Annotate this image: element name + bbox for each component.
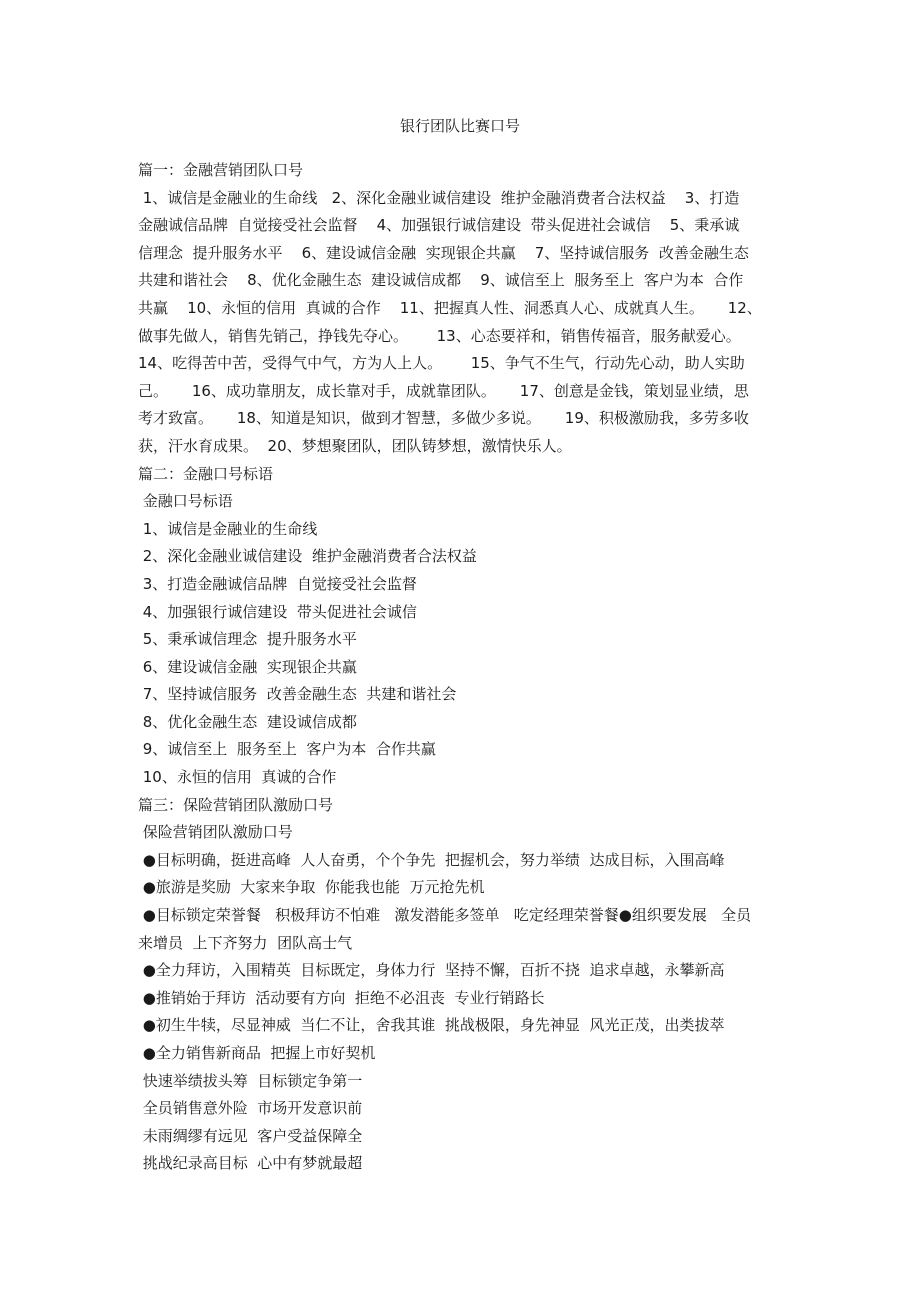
text-line: ●目标明确，挺进高峰 人人奋勇，个个争先 把握机会，努力举绩 达成目标，入围高峰: [138, 850, 725, 869]
text-line: 做事先做人，销售先销己，挣钱先夺心。 13、心态要祥和，销售传福音，服务献爱心。: [138, 326, 741, 345]
text-line: ●全力拜访，入围精英 目标既定，身体力行 坚持不懈，百折不挠 追求卓越，永攀新高: [138, 961, 725, 980]
text-line: 快速举绩拔头筹 目标锁定争第一: [138, 1071, 363, 1090]
text-line: 保险营销团队激励口号: [138, 823, 293, 842]
text-line: ●推销始于拜访 活动要有方向 拒绝不必沮丧 专业行销路长: [138, 988, 545, 1007]
text-line: 考才致富。 18、知道是知识，做到才智慧，多做少多说。 19、积极激励我，多劳多收: [138, 409, 749, 428]
text-line: 共建和谐社会 8、优化金融生态 建设诚信成都 9、诚信至上 服务至上 客户为本 合作: [138, 271, 744, 290]
text-line: 信理念 提升服务水平 6、建设诚信金融 实现银企共赢 7、坚持诚信服务 改善金融生态: [138, 243, 749, 262]
text-line: 获，汗水育成果。 20、梦想聚团队，团队铸梦想，激情快乐人。: [138, 436, 572, 455]
text-line: 2、深化金融业诚信建设 维护金融消费者合法权益: [138, 547, 477, 566]
text-line: 1、诚信是金融业的生命线 2、深化金融业诚信建设 维护金融消费者合法权益 3、打造: [138, 188, 740, 207]
text-line: ●初生牛犊，尽显神威 当仁不让，舍我其谁 挑战极限，身先神显 风光正茂，出类拔萃: [138, 1016, 725, 1035]
document-body: [138, 157, 798, 1178]
text-line: 6、建设诚信金融 实现银企共赢: [138, 657, 357, 676]
text-line: 未雨绸缪有远见 客户受益保障全: [138, 1126, 363, 1145]
text-line: 1、诚信是金融业的生命线: [138, 519, 318, 538]
text-line: 4、加强银行诚信建设 带头促进社会诚信: [138, 602, 417, 621]
text-line: 7、坚持诚信服务 改善金融生态 共建和谐社会: [138, 685, 457, 704]
text-line: 金融口号标语: [138, 492, 233, 511]
text-line: 金融诚信品牌 自觉接受社会监督 4、加强银行诚信建设 带头促进社会诚信 5、秉承诚: [138, 216, 740, 235]
text-line: ●目标锁定荣誉餐 积极拜访不怕难 激发潜能多签单 吃定经理荣誉餐●组织要发展 全员: [138, 906, 752, 925]
text-line: ●全力销售新商品 把握上市好契机: [138, 1044, 376, 1062]
text-line: 5、秉承诚信理念 提升服务水平: [138, 630, 357, 649]
text-line: 挑战纪录高目标 心中有梦就最超: [138, 1154, 363, 1173]
text-line: 来增员 上下齐努力 团队高士气: [138, 933, 353, 952]
text-line: 10、永恒的信用 真诚的合作: [138, 768, 337, 787]
text-line: ●旅游是奖励 大家来争取 你能我也能 万元抢先机: [138, 878, 485, 897]
text-line: 全员销售意外险 市场开发意识前: [138, 1099, 363, 1118]
text-line: 篇一：金融营销团队口号: [138, 161, 304, 179]
text-line: 共赢 10、永恒的信用 真诚的合作 11、把握真人性、洞悉真人心、成就真人生。 12、: [138, 298, 762, 317]
text-line: 3、打造金融诚信品牌 自觉接受社会监督: [138, 574, 417, 593]
text-line: 篇二：金融口号标语: [138, 464, 274, 483]
text-line: 8、优化金融生态 建设诚信成都: [138, 712, 357, 731]
text-line: 篇三：保险营销团队激励口号: [138, 795, 334, 814]
document-title: 银行团队比赛口号: [399, 117, 520, 135]
text-line: 己。 16、成功靠朋友，成长靠对手，成就靠团队。 17、创意是金钱，策划显业绩，思: [138, 381, 749, 400]
text-line: 14、吃得苦中苦，受得气中气，方为人上人。 15、争气不生气，行动先心动，助人实助: [138, 354, 745, 373]
text-line: 9、诚信至上 服务至上 客户为本 合作共赢: [138, 740, 436, 759]
